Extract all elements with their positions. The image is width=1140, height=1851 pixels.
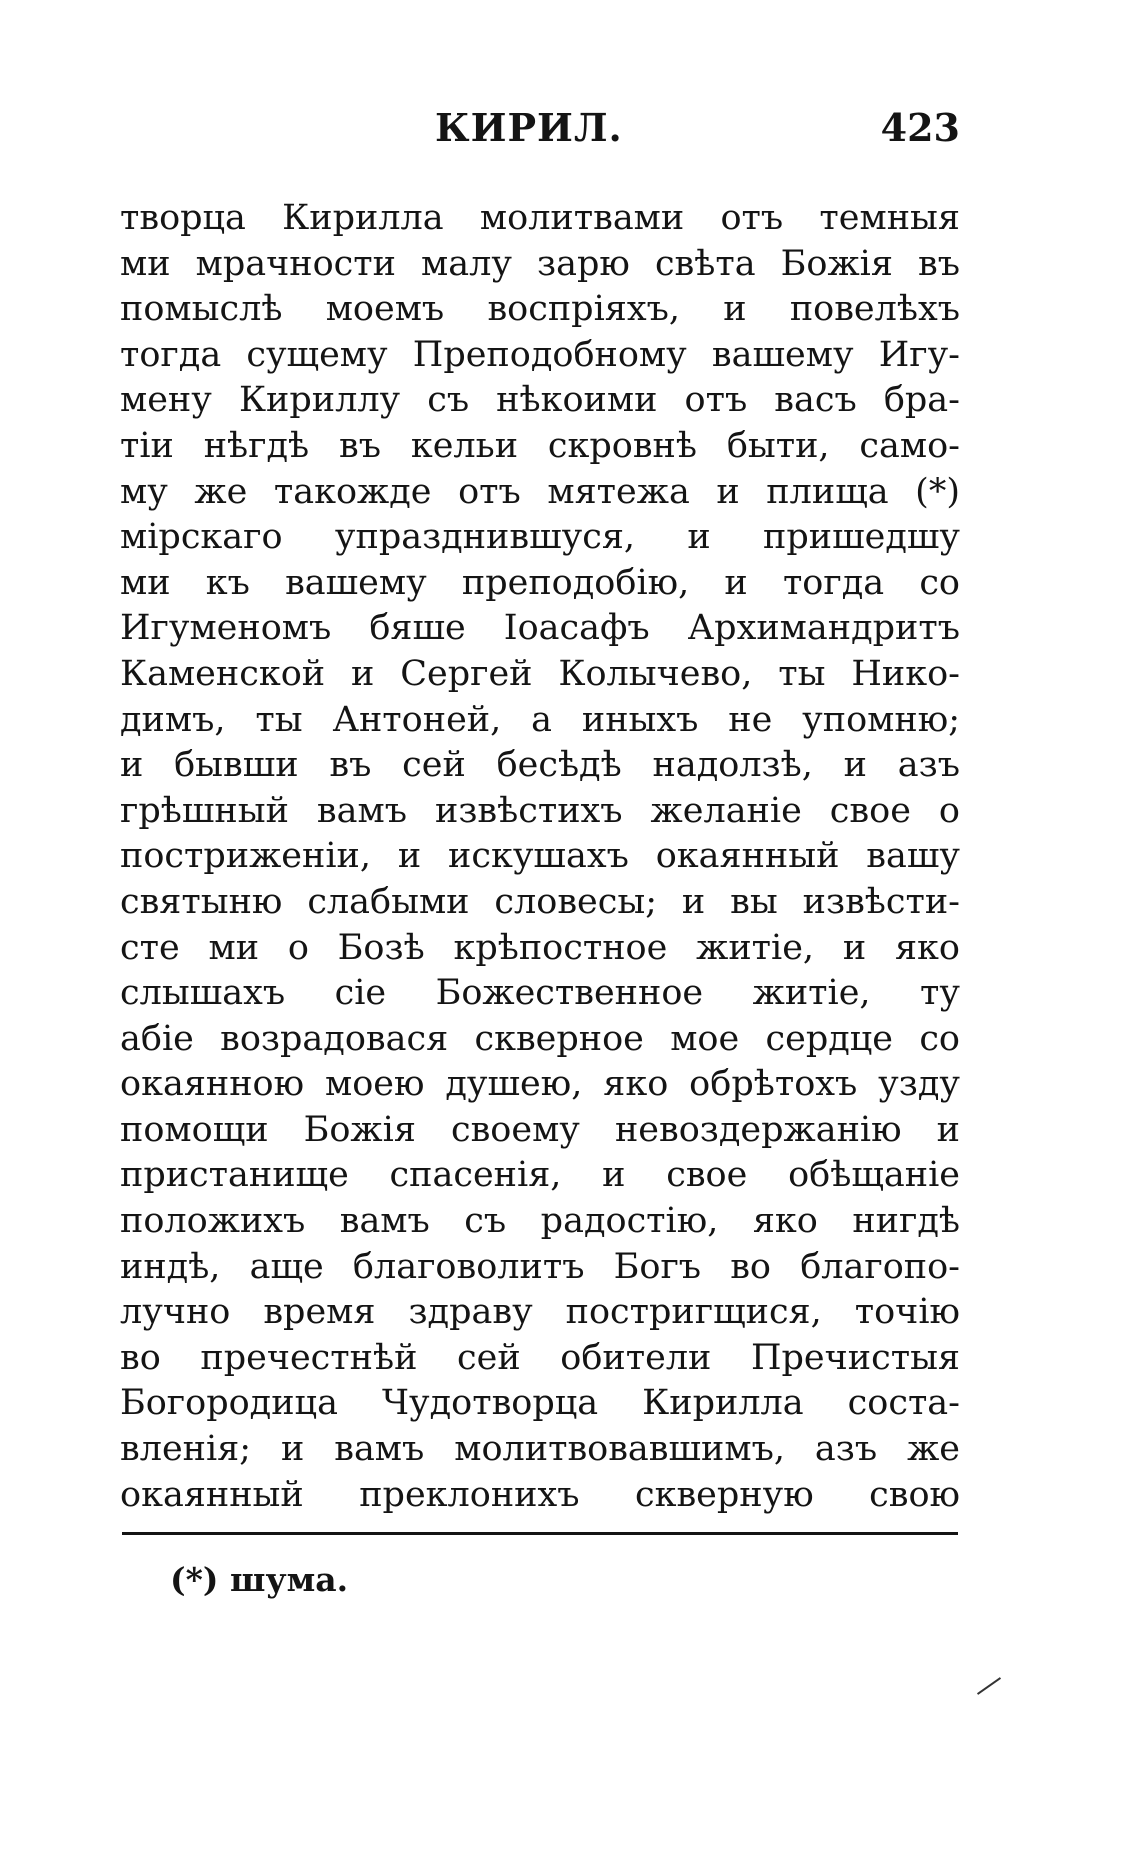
text-line: творца Кирилла молитвами отъ темныя: [120, 198, 960, 238]
text-line: окаянною моею душею, яко обрѣтохъ узду: [120, 1064, 960, 1105]
text-line: грѣшный вамъ извѣстихъ желаніе свое о: [120, 790, 960, 831]
page-number: 423: [880, 105, 960, 150]
text-line: постриженіи, и искушахъ окаянный вашу: [120, 836, 960, 877]
text-line: помыслѣ моемъ воспріяхъ, и повелѣхъ: [120, 289, 960, 330]
text-line: димъ, ты Антоней, а иныхъ не упомню;: [120, 699, 960, 740]
text-line: тогда сущему Преподобному вашему Игу-: [120, 334, 960, 375]
text-line: и бывши въ сей бесѣдѣ надолзѣ, и азъ: [120, 745, 960, 786]
footnote: (*) шума.: [170, 1560, 349, 1599]
text-line: положихъ вамъ съ радостію, яко нигдѣ: [120, 1201, 960, 1242]
text-line: вленія; и вамъ молитвовавшимъ, азъ же: [120, 1429, 960, 1470]
text-line: во пречестнѣй сей обители Пречистыя: [120, 1337, 960, 1378]
text-line: тіи нѣгдѣ въ кельи скровнѣ быти, само-: [120, 425, 960, 466]
text-line: сте ми о Бозѣ крѣпостное житіе, и яко: [120, 927, 960, 968]
text-line: слышахъ сіе Божественное житіе, ту: [120, 973, 960, 1014]
page-header: [120, 105, 960, 165]
text-line: Каменской и Сергей Колычево, ты Нико-: [120, 653, 960, 694]
text-line: лучно время здраву постригщися, точію: [120, 1292, 960, 1333]
text-line: ми къ вашему преподобію, и тогда со: [120, 562, 960, 603]
text-line: мірскаго упразднившуся, и пришедшу: [120, 517, 960, 558]
footnote-rule: [122, 1532, 958, 1535]
text-line: пристанище спасенія, и свое обѣщаніе: [120, 1155, 960, 1196]
text-line: мену Кириллу съ нѣкоими отъ васъ бра-: [120, 380, 960, 421]
text-line: индѣ, аще благоволитъ Богъ во благопо-: [120, 1246, 960, 1287]
text-line: абіе возрадовася скверное мое сердце со: [120, 1018, 960, 1059]
text-line: помощи Божія своему невоздержанію и: [120, 1109, 960, 1150]
body-text: [120, 196, 960, 1518]
text-line: Игуменомъ бяше Іоасафъ Архимандритъ: [120, 608, 960, 649]
text-line: окаянный преклонихъ скверную свою: [120, 1474, 960, 1515]
text-line: му же такожде отъ мятежа и плища (*): [120, 471, 960, 512]
text-line: ми мрачности малу зарю свѣта Божія въ: [120, 243, 960, 284]
stray-ink-mark: [977, 1677, 1001, 1695]
running-head: КИРИЛ.: [435, 105, 623, 150]
text-line: святыню слабыми словесы; и вы извѣсти-: [120, 881, 960, 922]
text-line: Богородица Чудотворца Кирилла соста-: [120, 1383, 960, 1424]
